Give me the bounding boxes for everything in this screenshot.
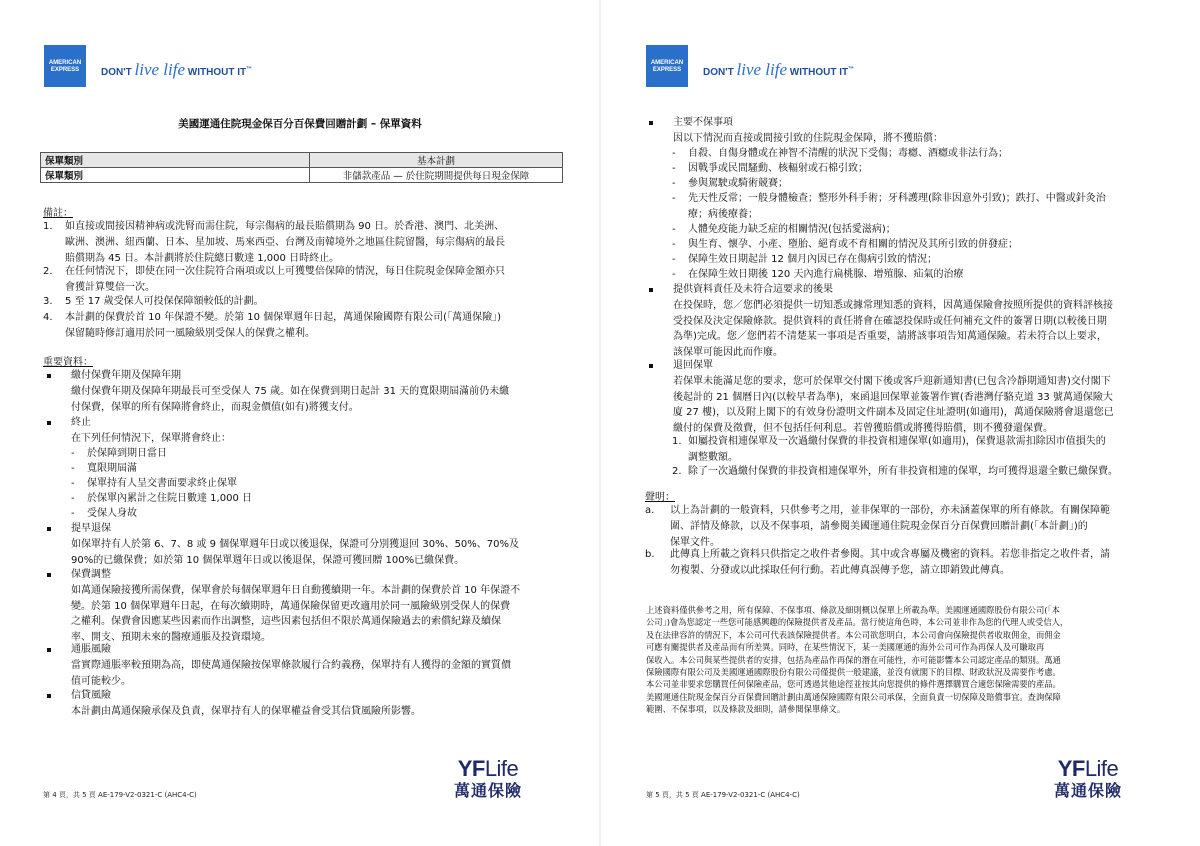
table-cell-label: 保單類別 — [41, 153, 310, 168]
termination-text: 寬限期屆滿 — [87, 463, 137, 474]
bullet-icon — [47, 573, 51, 577]
bullet-icon — [47, 527, 51, 531]
duty-line: 受投保及決定保險條款。提供資料的責任將會在確認投保時或任何補充文件的簽署日期(以較後日期 — [673, 315, 1107, 327]
statement-line: 以上為計劃的一般資料，只供參考之用，並非保單的一部份，亦未涵蓋保單的所有條款。有關保障範 — [670, 505, 1110, 516]
bullet-icon — [47, 421, 51, 425]
termination-text: 受保人身故 — [87, 508, 137, 519]
termination-text: 保單持有人呈交書面要求終止保單 — [87, 478, 237, 489]
remark-number: 1. — [43, 221, 53, 232]
refund-line: 若保單未能滿足您的要求，您可於保單交付閣下後或客戶迎新通知書(已包含冷靜期通知書)交付閣下 — [673, 375, 1111, 387]
amex-logo — [44, 45, 86, 87]
page-footer: 第 4 頁，共 5 頁 AE-179-V2-0321-C (AHC4-C) — [43, 791, 197, 799]
important-line: 繳付保費年期及保障年期最長可至受保人 75 歲。如在保費到期日起計 31 天的寬限期屆滿前仍未繳 — [71, 385, 510, 397]
remark-line: 本計劃的保費於首 10 年保證不變。於第 10 個保單週年日起，萬通保險國際有限公司(「萬通保險」) — [65, 312, 501, 323]
refund-line: 後起計的 21 個曆日內(以較早者為準)，來函退回保單並簽署作實(香港灣仔駱克道 33 號萬通保險大 — [673, 391, 1113, 403]
refund-number: 2. — [672, 466, 682, 477]
bullet-icon — [47, 648, 51, 652]
important-title: 重要資料： — [43, 357, 93, 368]
amex-logo-line2: EXPRESS — [652, 67, 682, 73]
disclaimer — [646, 604, 1158, 716]
important-line: 本計劃由萬通保險承保及負責，保單持有人的保單權益會受其信貸風險所影響。 — [71, 705, 421, 717]
yflife-logo — [448, 757, 528, 801]
remark-line: 保留隨時修訂適用於同一風險級別受保人的保費之權利。 — [65, 327, 315, 339]
important-head: 繳付保費年期及保障年期 — [71, 370, 181, 381]
exclusion-text: 與生育、懷孕、小產、墮胎、絕育或不育相關的情況及其所引致的併發症； — [688, 239, 1018, 250]
amex-logo-line2: EXPRESS — [50, 67, 80, 73]
remark-line: 如直接或間接因精神病或洗腎而需住院，每宗傷病的最長賠償期為 90 日。於香港、澳門、北美洲、 — [65, 221, 505, 232]
important-line: 值可能較少。 — [71, 675, 131, 687]
disclaimer-line: 本公司並非要求您購買任何保險產品，您可透過其他途徑並按其向您提供的條件選擇購買合適您保險需要的產品。 — [646, 679, 1061, 690]
duty-line: 該保單可能因此而作廢。 — [673, 347, 783, 359]
important-line: 變。於第 10 個保單週年日起，在每次續期時，萬通保險保留更改適用於同一風險級別受保人的保費 — [71, 600, 511, 612]
statement-line: 勿複製、分發或以此採取任何行動。若此傳真誤傳予您，請立即銷毀此傳真。 — [670, 564, 1010, 576]
policy-table — [40, 152, 563, 183]
page-title: 美國運通住院現金保百分百保費回贈計劃 – 保單資料 — [178, 118, 422, 130]
yflife-logo-en2: Life — [1084, 756, 1119, 781]
tagline-script: live life — [736, 60, 788, 79]
disclaimer-line: 保收入。本公司與某些提供者的安排，包括為產品作再保的潛在可能性，亦可能影響本公司認定產品的類別。萬通 — [646, 654, 1061, 665]
important-line: 率、開支、預期未來的醫療通脹及投資環境。 — [71, 632, 271, 644]
bullet-icon — [649, 364, 653, 368]
statement-title: 聲明： — [645, 492, 675, 503]
disclaimer-line: 美國運通住院現金保百分百保費回贈計劃由萬通保險國際有限公司承保，全面負責一切保障及賠償事宜。查詢保障 — [646, 691, 1061, 702]
bullet-icon — [649, 121, 653, 125]
exclusion-text: 先天性反常；一般身體檢查；整形外科手術；牙科護理(除非因意外引致)；跌打、中醫或針灸治 療；病後療養； — [688, 193, 1106, 220]
amex-logo-line1: AMERICAN — [48, 60, 82, 66]
refund-item-line: 如屬投資相連保單及一次過繳付保費的非投資相連保單(如適用)，保費退款需扣除因市值損失的 — [688, 436, 1106, 447]
yflife-logo — [1048, 757, 1128, 801]
statement-line: 圍、詳情及條款，以及不保事項，請參閱美國運通住院現金保百分百保費回贈計劃(「本計劃」)的 — [670, 520, 1088, 532]
important-head: 終止 — [71, 417, 91, 428]
bullet-icon — [649, 288, 653, 292]
remark-item — [43, 219, 563, 269]
termination-text: 於保障到期日當日 — [87, 448, 167, 459]
refund-number: 1. — [672, 436, 682, 447]
duty-head: 提供資料責任及未符合這要求的後果 — [673, 284, 833, 295]
yflife-logo-en: YF — [457, 756, 485, 781]
yflife-logo-zh: 萬通保險 — [453, 781, 522, 800]
important-line: 如保單持有人於第 6、7、8 或 9 個保單週年日或以後退保，保證可分別獲退回 30%、50%、70%及 — [71, 538, 520, 550]
tagline-pre: DON'T — [703, 67, 734, 78]
statement-letter: b. — [645, 549, 655, 560]
disclaimer-line: 公司」)會為您認定一些您可能感興趣的保險提供者及產品。當行使這角色時，本公司並非作為您的代理人或受信人， — [646, 617, 1069, 628]
important-line: 之權利。保費會因應某些因素而作出調整，這些因素包括但不限於萬通保險過去的索償紀錄及續保 — [71, 616, 501, 628]
remark-line: 賠償期為 45 日。本計劃將於住院總日數達 1,000 日時終止。 — [65, 252, 340, 264]
remark-line: 會獲計算雙倍一次。 — [65, 281, 155, 293]
remark-number: 2. — [43, 266, 53, 277]
tagline-post: WITHOUT IT — [187, 67, 247, 78]
page-4: AMERICAN EXPRESS DON'T live life WITHOUT IT™ 美國運通住院現金保百分百保費回贈計劃 – 保單資料 保單類別 基本計劃 保單類別 非儲款產品 — 於住院期間提供每日現金保障 備註： 1. 如直接或間接因精神病或洗腎而需住院，每宗傷病的最長賠償期為 90 日。於香港、澳門、北美洲、 歐洲、澳洲、紐西蘭、日本、星加坡、馬來西亞、台灣及南韓境外之地區住院留醫，每宗傷病的最長 賠償期為 45 日。本計劃將於住院總日數達 1,000 日時終止。 2. 在任何情況下，即使在同一次住院符合兩項或以上可獲雙倍保障的情況，每日住院現金保障金額亦只 會獲計算雙倍一次。 3. 5 至 17 歲受保人可投保保障額較低的計劃。 4. 本計劃的保費於首 10 年保證不變。於第 10 個保單週年日起，萬通保險國際有限公司(「萬通保險」) 保留隨時修訂適用於同一風險級別受保人的保費之權利。 重要資料： 繳付保費年期及保障年期 繳付保費年期及保障年期最長可至受保人 75 歲。如在保費到期日起計 31 天的寬限期屆滿前仍未繳 付保費，保單的所有保障將會終止，而現金價值(如有)將獲支付。 終止 在下列任何情況下，保單將會終止： - 於保障到期日當日 - 寬限期屆滿 - 保單持有人呈交書面要求終止保單 - 於保單內累計之住院日數達 1,000 日 - 受保人身故 提早退保 如保單持有人於第 6、7、8 或 9 個保單週年日或以後退保，保證可分別獲退回 30%、50%、70%及 90%的已繳保費；如於第 10 個保單週年日或以後退保，保證可獲回贈 100%已繳保費。 保費調整 如萬通保險接獲所需保費，保單會於每個保單週年日自動獲續期一年。本計劃的保費於首 10 年保證不 變。於第 10 個保單週年日起，在每次續期時，萬通保險保留更改適用於同一風險級別受保人的保費 之權利。保費會因應某些因素而作出調整，這些因素包括但不限於萬通保險過去的索償紀錄及續保 率、開支、預期未來的醫療通脹及投資環境。 通脹風險 當實際通脹率較預期為高，即使萬通保險按保單條款履行合約義務，保單持有人獲得的金額的實質價 值可能較少。 信貸風險 本計劃由萬通保險承保及負責，保單持有人的保單權益會受其信貸風險所影響。 第 4 頁，共 5 頁 AE-179-V2-0321-C (AHC4-C) YFLife 萬通保險 — [0, 0, 600, 846]
important-line: 付保費，保單的所有保障將會終止，而現金價值(如有)將獲支付。 — [71, 401, 359, 413]
page-divider — [599, 0, 601, 846]
exclusion-text: 參與駕駛或騎術競賽； — [688, 178, 788, 189]
statement-letter: a. — [645, 505, 655, 516]
important-head: 通脹風險 — [71, 644, 111, 655]
duty-line: 在投保時，您／您們必須提供一切知悉或據常理知悉的資料，因萬通保險會按照所提供的資料評核接 — [673, 299, 1113, 311]
tagline-post: WITHOUT IT — [789, 67, 849, 78]
important-head: 信貸風險 — [71, 690, 111, 701]
remark-number: 3. — [43, 296, 53, 307]
remark-line: 歐洲、澳洲、紐西蘭、日本、星加坡、馬來西亞、台灣及南韓境外之地區住院留醫，每宗傷病的最長 — [65, 236, 505, 248]
tagline-pre: DON'T — [101, 67, 132, 78]
refund-head: 退回保單 — [673, 360, 713, 371]
amex-logo — [646, 45, 688, 87]
exclusion-text: 人體免疫能力缺乏症的相關情況(包括愛滋病)； — [688, 224, 896, 235]
bullet-icon — [47, 374, 51, 378]
tagline — [101, 60, 252, 80]
tagline-script: live life — [134, 60, 186, 79]
table-row — [41, 168, 563, 183]
disclaimer-line: 及在法律容許的情況下，本公司可代表該保險提供者。本公司欲您明白，本公司會向保險提供者收取佣金，而佣金 — [646, 629, 1061, 640]
tagline — [703, 60, 854, 80]
important-line: 當實際通脹率較預期為高，即使萬通保險按保單條款履行合約義務，保單持有人獲得的金額的實質價 — [71, 659, 511, 671]
exclusion-text: 因戰爭或民間騷動、核輻射或石棉引致； — [688, 163, 868, 174]
termination-text: 於保單內累計之住院日數達 1,000 日 — [87, 493, 252, 504]
disclaimer-line: 保險國際有限公司及美國運通國際股份有限公司僅提供一般建議，並沒有就閣下的目標、財政狀況及需要作考慮。 — [646, 667, 1061, 678]
refund-line: 繳付的保費及徵費，但不包括任何利息。若曾獲賠償或將獲得賠償，則不獲發還保費。 — [673, 423, 1053, 435]
remark-number: 4. — [43, 312, 53, 323]
refund-item-line: 除了一次過繳付保費的非投資相連保單外，所有非投資相連的保單，均可獲得退還全數已繳保費。 — [688, 466, 1118, 477]
yflife-logo-en: YF — [1057, 756, 1085, 781]
exclusion-text: 自殺、自傷身體或在神智不清醒的狀況下受傷；毒癮、酒癮或非法行為； — [688, 148, 1008, 159]
yflife-logo-en2: Life — [484, 756, 519, 781]
refund-line: 廈 27 樓)，以及附上閣下的有效身份證明文件副本及固定住址證明(如適用)，萬通保險將會退還您已 — [673, 407, 1114, 419]
statement-line: 此傳真上所載之資料只供指定之收件者參閱。其中或含專屬及機密的資料。若您非指定之收件者，請 — [670, 549, 1110, 560]
table-row — [41, 153, 563, 168]
important-head: 保費調整 — [71, 569, 111, 580]
disclaimer-line: 上述資料僅供參考之用，所有保障、不保事項、條款及細則概以保單上所載為準。美國運通國際股份有限公司(「本 — [646, 605, 1060, 615]
page-footer: 第 5 頁，共 5 頁 AE-179-V2-0321-C (AHC4-C) — [646, 791, 800, 799]
table-cell-value: 非儲款產品 — 於住院期間提供每日現金保障 — [310, 168, 563, 183]
remark-line: 在任何情況下，即使在同一次住院符合兩項或以上可獲雙倍保障的情況，每日住院現金保障金額亦只 — [65, 266, 505, 277]
yflife-logo-zh: 萬通保險 — [1053, 781, 1122, 800]
exclusion-text: 在保障生效日期後 120 天內進行扁桃腺、增殖腺、疝氣的治療 — [688, 269, 964, 280]
trademark: ™ — [848, 66, 855, 73]
exclusions-intro: 因以下情況而直接或間接引致的住院現金保障，將不獲賠償： — [673, 132, 943, 144]
statement-line: 保單文件。 — [670, 536, 720, 548]
refund-item-line: 調整數額。 — [688, 451, 738, 463]
important-line: 如萬通保險接獲所需保費，保單會於每個保單週年日自動獲續期一年。本計劃的保費於首 10 年保證不 — [71, 584, 521, 596]
important-line: 在下列任何情況下，保單將會終止： — [71, 432, 231, 444]
disclaimer-line: 可應有關提供者及產品而有所差異。同時，在某些情況下，某一美國運通的海外公司可作為再保人及可賺取再 — [646, 642, 1045, 653]
table-cell-value: 基本計劃 — [310, 153, 563, 168]
important-head: 提早退保 — [71, 523, 111, 534]
remarks-title: 備註： — [43, 208, 73, 219]
trademark: ™ — [246, 66, 253, 73]
amex-logo-line1: AMERICAN — [650, 60, 684, 66]
remark-line: 5 至 17 歲受保人可投保保障額較低的計劃。 — [65, 296, 264, 307]
bullet-icon — [47, 694, 51, 698]
duty-line: 為準)完成。您／您們若不清楚某一事項是否重要，請將該事項告知萬通保險。若未符合以上要求， — [673, 331, 1107, 343]
exclusions-head: 主要不保事項 — [673, 117, 733, 128]
disclaimer-line: 範圍、不保事項，以及條款及細則，請參閱保單條文。 — [646, 704, 846, 715]
important-line: 90%的已繳保費；如於第 10 個保單週年日或以後退保，保證可獲回贈 100%已繳保費。 — [71, 554, 465, 566]
exclusion-text: 保障生效日期起計 12 個月內因已存在傷病引致的情況； — [688, 254, 938, 265]
table-cell-label: 保單類別 — [41, 168, 310, 183]
